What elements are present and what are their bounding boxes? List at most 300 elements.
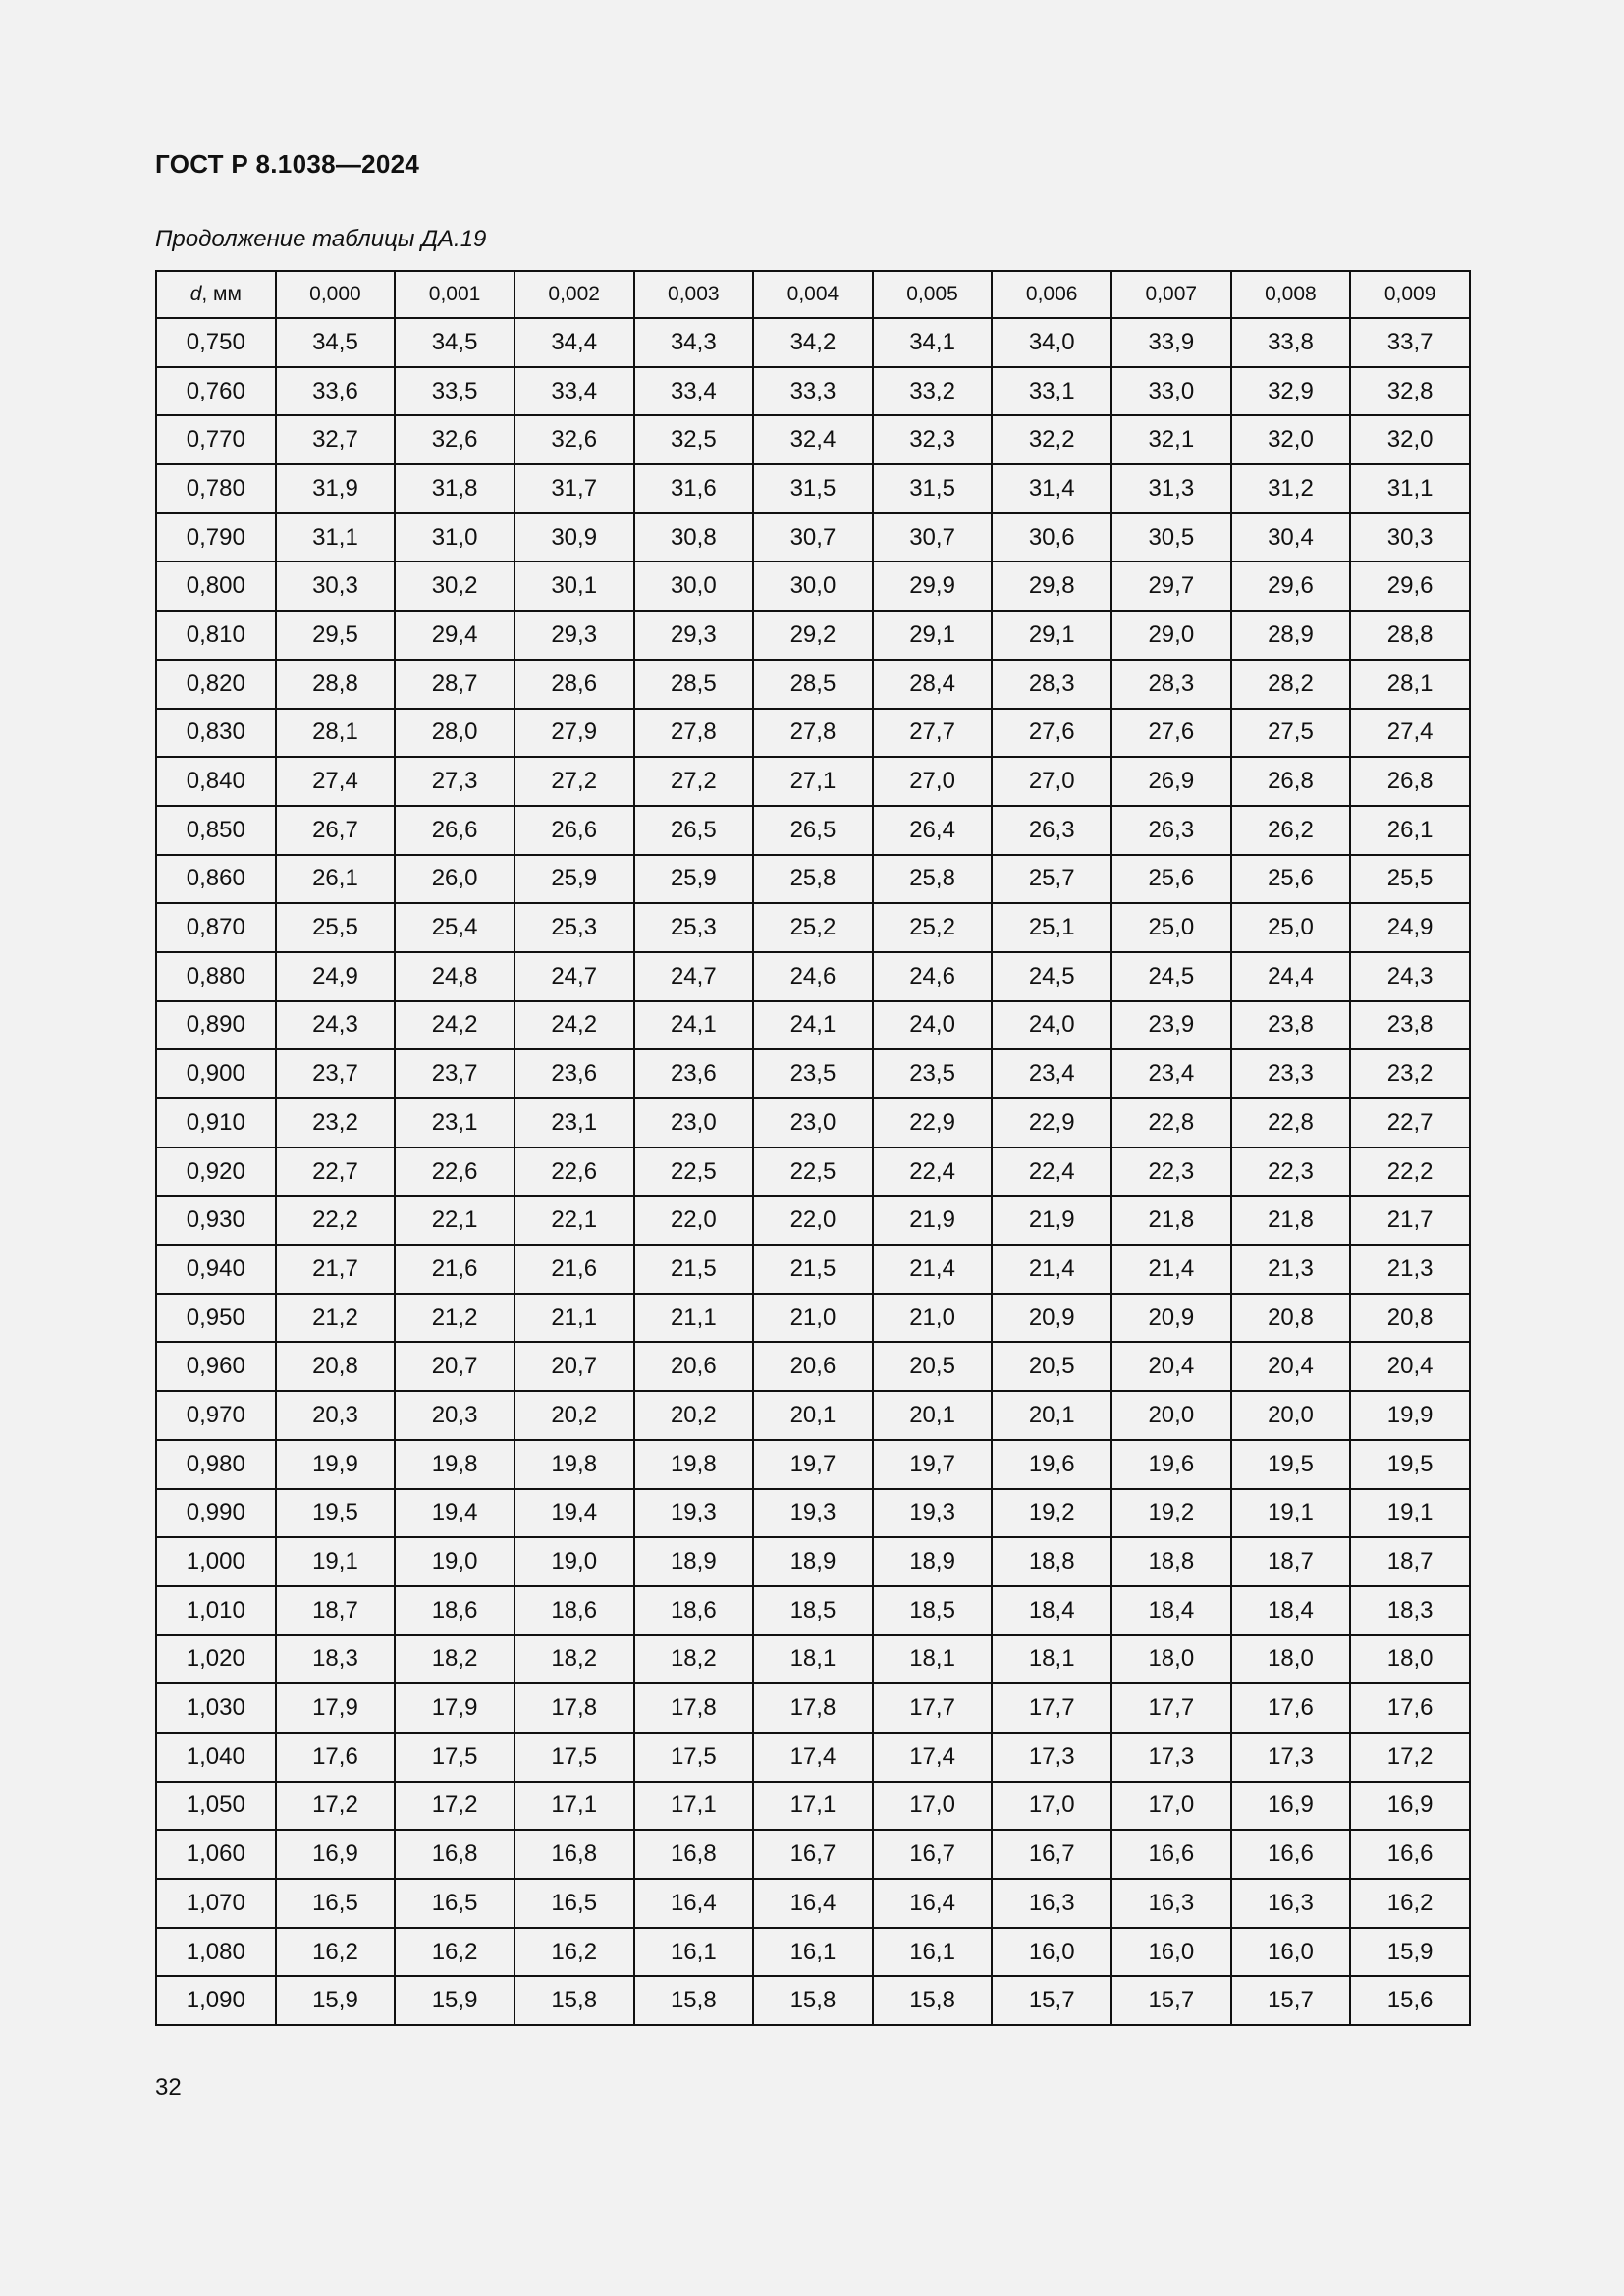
table-cell: 28,6 bbox=[514, 660, 634, 709]
table-cell: 27,6 bbox=[1111, 709, 1231, 758]
table-cell: 28,8 bbox=[276, 660, 396, 709]
table-cell: 29,0 bbox=[1111, 611, 1231, 660]
table-row bbox=[156, 1733, 1470, 1782]
table-cell: 20,9 bbox=[992, 1294, 1111, 1343]
table-row bbox=[156, 1683, 1470, 1733]
table-cell: 31,5 bbox=[873, 464, 993, 513]
table-cell: 19,8 bbox=[634, 1440, 754, 1489]
table-cell: 26,6 bbox=[395, 806, 514, 855]
table-cell: 17,1 bbox=[514, 1782, 634, 1831]
table-row bbox=[156, 1245, 1470, 1294]
table-row bbox=[156, 757, 1470, 806]
row-label-cell: 1,070 bbox=[156, 1879, 276, 1928]
table-cell: 18,3 bbox=[276, 1635, 396, 1684]
table-cell: 21,4 bbox=[873, 1245, 993, 1294]
table-cell: 25,3 bbox=[634, 903, 754, 952]
table-cell: 25,8 bbox=[753, 855, 873, 904]
table-cell: 18,0 bbox=[1231, 1635, 1351, 1684]
table-cell: 16,7 bbox=[873, 1830, 993, 1879]
table-cell: 25,0 bbox=[1111, 903, 1231, 952]
table-cell: 24,9 bbox=[1350, 903, 1470, 952]
table-cell: 27,8 bbox=[753, 709, 873, 758]
table-cell: 27,7 bbox=[873, 709, 993, 758]
table-cell: 18,6 bbox=[514, 1586, 634, 1635]
table-cell: 19,1 bbox=[1350, 1489, 1470, 1538]
table-cell: 16,8 bbox=[514, 1830, 634, 1879]
table-cell: 22,8 bbox=[1231, 1098, 1351, 1148]
table-cell: 33,3 bbox=[753, 367, 873, 416]
table-cell: 26,9 bbox=[1111, 757, 1231, 806]
table-cell: 19,8 bbox=[514, 1440, 634, 1489]
table-cell: 25,9 bbox=[634, 855, 754, 904]
table-cell: 25,7 bbox=[992, 855, 1111, 904]
table-cell: 33,7 bbox=[1350, 318, 1470, 367]
table-cell: 16,6 bbox=[1231, 1830, 1351, 1879]
table-cell: 19,3 bbox=[634, 1489, 754, 1538]
table-body bbox=[156, 318, 1470, 2025]
row-label-cell: 0,930 bbox=[156, 1196, 276, 1245]
table-cell: 33,0 bbox=[1111, 367, 1231, 416]
table-cell: 19,9 bbox=[276, 1440, 396, 1489]
table-cell: 27,0 bbox=[992, 757, 1111, 806]
table-cell: 21,5 bbox=[753, 1245, 873, 1294]
table-header-row bbox=[156, 271, 1470, 318]
table-cell: 20,7 bbox=[514, 1342, 634, 1391]
row-label-cell: 0,870 bbox=[156, 903, 276, 952]
table-row bbox=[156, 1098, 1470, 1148]
table-cell: 15,7 bbox=[1231, 1976, 1351, 2025]
table-cell: 22,0 bbox=[753, 1196, 873, 1245]
table-cell: 17,4 bbox=[873, 1733, 993, 1782]
table-cell: 30,4 bbox=[1231, 513, 1351, 562]
table-cell: 21,2 bbox=[276, 1294, 396, 1343]
table-cell: 18,5 bbox=[873, 1586, 993, 1635]
table-cell: 15,9 bbox=[395, 1976, 514, 2025]
data-table bbox=[155, 270, 1471, 2026]
table-cell: 15,8 bbox=[514, 1976, 634, 2025]
table-cell: 32,8 bbox=[1350, 367, 1470, 416]
table-cell: 22,6 bbox=[395, 1148, 514, 1197]
table-cell: 15,8 bbox=[873, 1976, 993, 2025]
table-cell: 21,7 bbox=[1350, 1196, 1470, 1245]
doc-code: ГОСТ Р 8.1038—2024 bbox=[155, 149, 420, 179]
table-cell: 29,8 bbox=[992, 561, 1111, 611]
table-row bbox=[156, 561, 1470, 611]
table-cell: 32,4 bbox=[753, 415, 873, 464]
table-cell: 21,8 bbox=[1231, 1196, 1351, 1245]
table-cell: 34,0 bbox=[992, 318, 1111, 367]
table-cell: 33,4 bbox=[514, 367, 634, 416]
table-cell: 18,4 bbox=[1111, 1586, 1231, 1635]
header-cell: 0,002 bbox=[514, 271, 634, 318]
table-cell: 33,5 bbox=[395, 367, 514, 416]
table-row bbox=[156, 1049, 1470, 1098]
row-label-cell: 1,000 bbox=[156, 1537, 276, 1586]
table-cell: 25,2 bbox=[873, 903, 993, 952]
table-cell: 18,9 bbox=[873, 1537, 993, 1586]
table-cell: 16,5 bbox=[514, 1879, 634, 1928]
row-label-cell: 0,760 bbox=[156, 367, 276, 416]
table-cell: 19,9 bbox=[1350, 1391, 1470, 1440]
table-cell: 26,3 bbox=[992, 806, 1111, 855]
table-cell: 26,2 bbox=[1231, 806, 1351, 855]
table-cell: 25,8 bbox=[873, 855, 993, 904]
table-cell: 19,6 bbox=[992, 1440, 1111, 1489]
table-cell: 30,0 bbox=[753, 561, 873, 611]
table-cell: 22,0 bbox=[634, 1196, 754, 1245]
row-label-cell: 1,050 bbox=[156, 1782, 276, 1831]
table-cell: 29,1 bbox=[873, 611, 993, 660]
table-cell: 24,6 bbox=[873, 952, 993, 1001]
row-label-cell: 0,840 bbox=[156, 757, 276, 806]
table-cell: 31,8 bbox=[395, 464, 514, 513]
table-cell: 31,3 bbox=[1111, 464, 1231, 513]
table-cell: 33,4 bbox=[634, 367, 754, 416]
table-cell: 18,6 bbox=[634, 1586, 754, 1635]
table-cell: 26,7 bbox=[276, 806, 396, 855]
table-cell: 31,4 bbox=[992, 464, 1111, 513]
row-label-cell: 1,080 bbox=[156, 1928, 276, 1977]
table-cell: 28,3 bbox=[992, 660, 1111, 709]
table-cell: 16,1 bbox=[634, 1928, 754, 1977]
table-cell: 24,1 bbox=[634, 1001, 754, 1050]
table-cell: 23,7 bbox=[395, 1049, 514, 1098]
table-cell: 22,9 bbox=[992, 1098, 1111, 1148]
table-cell: 17,7 bbox=[873, 1683, 993, 1733]
table-row bbox=[156, 709, 1470, 758]
table-cell: 30,3 bbox=[1350, 513, 1470, 562]
table-cell: 26,8 bbox=[1231, 757, 1351, 806]
table-row bbox=[156, 318, 1470, 367]
table-cell: 25,3 bbox=[514, 903, 634, 952]
table-cell: 16,6 bbox=[1111, 1830, 1231, 1879]
table-cell: 26,1 bbox=[1350, 806, 1470, 855]
table-cell: 23,1 bbox=[514, 1098, 634, 1148]
table-cell: 20,8 bbox=[276, 1342, 396, 1391]
row-label-cell: 0,830 bbox=[156, 709, 276, 758]
header-cell: 0,009 bbox=[1350, 271, 1470, 318]
row-label-cell: 0,780 bbox=[156, 464, 276, 513]
table-cell: 27,2 bbox=[634, 757, 754, 806]
table-row bbox=[156, 415, 1470, 464]
table-cell: 31,0 bbox=[395, 513, 514, 562]
table-cell: 17,3 bbox=[992, 1733, 1111, 1782]
table-cell: 24,0 bbox=[873, 1001, 993, 1050]
table-cell: 33,8 bbox=[1231, 318, 1351, 367]
table-cell: 19,5 bbox=[1350, 1440, 1470, 1489]
table-cell: 28,9 bbox=[1231, 611, 1351, 660]
table-cell: 27,2 bbox=[514, 757, 634, 806]
table-row bbox=[156, 1586, 1470, 1635]
table-cell: 23,2 bbox=[1350, 1049, 1470, 1098]
row-label-cell: 0,950 bbox=[156, 1294, 276, 1343]
row-label-cell: 1,020 bbox=[156, 1635, 276, 1684]
table-row bbox=[156, 1635, 1470, 1684]
table-cell: 20,0 bbox=[1231, 1391, 1351, 1440]
table-cell: 24,5 bbox=[1111, 952, 1231, 1001]
table-cell: 17,8 bbox=[753, 1683, 873, 1733]
table-cell: 20,3 bbox=[276, 1391, 396, 1440]
table-cell: 27,3 bbox=[395, 757, 514, 806]
table-cell: 20,3 bbox=[395, 1391, 514, 1440]
table-cell: 31,2 bbox=[1231, 464, 1351, 513]
row-label-cell: 0,910 bbox=[156, 1098, 276, 1148]
table-cell: 30,6 bbox=[992, 513, 1111, 562]
table-cell: 16,6 bbox=[1350, 1830, 1470, 1879]
table-cell: 21,7 bbox=[276, 1245, 396, 1294]
table-cell: 28,0 bbox=[395, 709, 514, 758]
table-cell: 18,6 bbox=[395, 1586, 514, 1635]
table-cell: 16,4 bbox=[873, 1879, 993, 1928]
table-cell: 17,7 bbox=[992, 1683, 1111, 1733]
page-number: 32 bbox=[155, 2074, 182, 2101]
row-label-cell: 0,750 bbox=[156, 318, 276, 367]
row-label-cell: 0,940 bbox=[156, 1245, 276, 1294]
header-cell-d bbox=[156, 271, 276, 318]
table-cell: 17,1 bbox=[634, 1782, 754, 1831]
table-cell: 19,8 bbox=[395, 1440, 514, 1489]
table-cell: 23,9 bbox=[1111, 1001, 1231, 1050]
table-cell: 29,2 bbox=[753, 611, 873, 660]
table-cell: 21,6 bbox=[514, 1245, 634, 1294]
table-cell: 27,9 bbox=[514, 709, 634, 758]
table-cell: 24,7 bbox=[514, 952, 634, 1001]
table-cell: 30,0 bbox=[634, 561, 754, 611]
table-cell: 17,5 bbox=[395, 1733, 514, 1782]
table-cell: 22,3 bbox=[1231, 1148, 1351, 1197]
table-cell: 19,4 bbox=[514, 1489, 634, 1538]
table-cell: 24,2 bbox=[395, 1001, 514, 1050]
table-cell: 24,9 bbox=[276, 952, 396, 1001]
table-cell: 29,9 bbox=[873, 561, 993, 611]
table-cell: 33,6 bbox=[276, 367, 396, 416]
table-cell: 16,4 bbox=[753, 1879, 873, 1928]
table-cell: 22,6 bbox=[514, 1148, 634, 1197]
table-cell: 16,1 bbox=[873, 1928, 993, 1977]
table-cell: 17,6 bbox=[276, 1733, 396, 1782]
table-row bbox=[156, 513, 1470, 562]
table-cell: 18,3 bbox=[1350, 1586, 1470, 1635]
row-label-cell: 0,790 bbox=[156, 513, 276, 562]
table-cell: 21,1 bbox=[514, 1294, 634, 1343]
table-cell: 23,3 bbox=[1231, 1049, 1351, 1098]
table-cell: 26,6 bbox=[514, 806, 634, 855]
row-label-cell: 1,090 bbox=[156, 1976, 276, 2025]
table-cell: 24,1 bbox=[753, 1001, 873, 1050]
table-row bbox=[156, 1196, 1470, 1245]
table-cell: 18,0 bbox=[1350, 1635, 1470, 1684]
table-cell: 24,3 bbox=[276, 1001, 396, 1050]
table-row bbox=[156, 1001, 1470, 1050]
table-cell: 19,0 bbox=[514, 1537, 634, 1586]
table-cell: 31,1 bbox=[276, 513, 396, 562]
table-cell: 16,2 bbox=[276, 1928, 396, 1977]
header-cell: 0,007 bbox=[1111, 271, 1231, 318]
table-cell: 25,5 bbox=[276, 903, 396, 952]
row-label-cell: 0,800 bbox=[156, 561, 276, 611]
table-cell: 24,7 bbox=[634, 952, 754, 1001]
table-cell: 17,2 bbox=[395, 1782, 514, 1831]
table-cell: 27,4 bbox=[1350, 709, 1470, 758]
table-cell: 26,1 bbox=[276, 855, 396, 904]
table-cell: 28,7 bbox=[395, 660, 514, 709]
table-cell: 18,8 bbox=[1111, 1537, 1231, 1586]
table-cell: 32,7 bbox=[276, 415, 396, 464]
table-cell: 30,7 bbox=[753, 513, 873, 562]
row-label-cell: 0,900 bbox=[156, 1049, 276, 1098]
table-cell: 16,0 bbox=[1231, 1928, 1351, 1977]
table-row bbox=[156, 903, 1470, 952]
table-cell: 25,9 bbox=[514, 855, 634, 904]
header-cell: 0,000 bbox=[276, 271, 396, 318]
row-label-cell: 0,990 bbox=[156, 1489, 276, 1538]
table-cell: 23,5 bbox=[753, 1049, 873, 1098]
table-cell: 21,4 bbox=[1111, 1245, 1231, 1294]
table-cell: 21,3 bbox=[1350, 1245, 1470, 1294]
table-cell: 27,4 bbox=[276, 757, 396, 806]
header-var: d bbox=[189, 283, 202, 305]
table-cell: 34,2 bbox=[753, 318, 873, 367]
table-cell: 24,8 bbox=[395, 952, 514, 1001]
row-label-cell: 0,960 bbox=[156, 1342, 276, 1391]
table-cell: 27,6 bbox=[992, 709, 1111, 758]
table-cell: 20,2 bbox=[514, 1391, 634, 1440]
header-cell: 0,006 bbox=[992, 271, 1111, 318]
table-cell: 30,5 bbox=[1111, 513, 1231, 562]
table-row bbox=[156, 1440, 1470, 1489]
table-cell: 17,3 bbox=[1111, 1733, 1231, 1782]
table-cell: 19,7 bbox=[873, 1440, 993, 1489]
table-cell: 27,8 bbox=[634, 709, 754, 758]
table-cell: 19,5 bbox=[276, 1489, 396, 1538]
table-cell: 17,6 bbox=[1231, 1683, 1351, 1733]
table-cell: 18,7 bbox=[1350, 1537, 1470, 1586]
row-label-cell: 0,920 bbox=[156, 1148, 276, 1197]
table-cell: 30,7 bbox=[873, 513, 993, 562]
table-cell: 33,1 bbox=[992, 367, 1111, 416]
table-cell: 19,0 bbox=[395, 1537, 514, 1586]
table-cell: 16,8 bbox=[634, 1830, 754, 1879]
table-cell: 22,1 bbox=[514, 1196, 634, 1245]
table-cell: 16,1 bbox=[753, 1928, 873, 1977]
table-cell: 20,8 bbox=[1350, 1294, 1470, 1343]
table-cell: 18,4 bbox=[992, 1586, 1111, 1635]
table-cell: 17,2 bbox=[276, 1782, 396, 1831]
table-cell: 18,2 bbox=[634, 1635, 754, 1684]
table-row bbox=[156, 1928, 1470, 1977]
table-cell: 26,8 bbox=[1350, 757, 1470, 806]
row-label-cell: 0,850 bbox=[156, 806, 276, 855]
table-cell: 22,9 bbox=[873, 1098, 993, 1148]
table-cell: 21,2 bbox=[395, 1294, 514, 1343]
row-label-cell: 1,010 bbox=[156, 1586, 276, 1635]
row-label-cell: 0,820 bbox=[156, 660, 276, 709]
table-cell: 33,2 bbox=[873, 367, 993, 416]
table-cell: 19,3 bbox=[753, 1489, 873, 1538]
table-cell: 20,7 bbox=[395, 1342, 514, 1391]
row-label-cell: 0,970 bbox=[156, 1391, 276, 1440]
table-cell: 19,3 bbox=[873, 1489, 993, 1538]
table-cell: 16,8 bbox=[395, 1830, 514, 1879]
table-cell: 23,2 bbox=[276, 1098, 396, 1148]
table-cell: 17,5 bbox=[514, 1733, 634, 1782]
table-cell: 17,2 bbox=[1350, 1733, 1470, 1782]
table-cell: 24,3 bbox=[1350, 952, 1470, 1001]
table-cell: 21,5 bbox=[634, 1245, 754, 1294]
header-cell: 0,003 bbox=[634, 271, 754, 318]
table-cell: 28,5 bbox=[634, 660, 754, 709]
table-cell: 17,6 bbox=[1350, 1683, 1470, 1733]
table-cell: 20,8 bbox=[1231, 1294, 1351, 1343]
table-row bbox=[156, 611, 1470, 660]
table-cell: 17,4 bbox=[753, 1733, 873, 1782]
table-cell: 29,5 bbox=[276, 611, 396, 660]
row-label-cell: 0,880 bbox=[156, 952, 276, 1001]
table-row bbox=[156, 1391, 1470, 1440]
table-cell: 16,9 bbox=[1350, 1782, 1470, 1831]
table-cell: 18,5 bbox=[753, 1586, 873, 1635]
table-cell: 25,6 bbox=[1231, 855, 1351, 904]
table-cell: 23,8 bbox=[1350, 1001, 1470, 1050]
table-cell: 15,7 bbox=[1111, 1976, 1231, 2025]
header-cell: 0,004 bbox=[753, 271, 873, 318]
table-cell: 18,1 bbox=[873, 1635, 993, 1684]
table-cell: 18,1 bbox=[753, 1635, 873, 1684]
table-cell: 16,0 bbox=[992, 1928, 1111, 1977]
table-cell: 16,2 bbox=[395, 1928, 514, 1977]
table-cell: 30,8 bbox=[634, 513, 754, 562]
table-row bbox=[156, 1342, 1470, 1391]
table-cell: 20,4 bbox=[1231, 1342, 1351, 1391]
table-cell: 21,8 bbox=[1111, 1196, 1231, 1245]
table-cell: 24,0 bbox=[992, 1001, 1111, 1050]
table-cell: 20,6 bbox=[753, 1342, 873, 1391]
table-row bbox=[156, 660, 1470, 709]
table-cell: 18,2 bbox=[514, 1635, 634, 1684]
table-cell: 29,3 bbox=[634, 611, 754, 660]
table-cell: 19,1 bbox=[276, 1537, 396, 1586]
table-cell: 16,7 bbox=[753, 1830, 873, 1879]
table-cell: 20,6 bbox=[634, 1342, 754, 1391]
table-cell: 22,2 bbox=[1350, 1148, 1470, 1197]
row-label-cell: 1,030 bbox=[156, 1683, 276, 1733]
table-cell: 25,4 bbox=[395, 903, 514, 952]
table-row bbox=[156, 1537, 1470, 1586]
table-row bbox=[156, 1976, 1470, 2025]
table-cell: 29,3 bbox=[514, 611, 634, 660]
table-cell: 24,4 bbox=[1231, 952, 1351, 1001]
table-cell: 32,5 bbox=[634, 415, 754, 464]
table-cell: 15,8 bbox=[634, 1976, 754, 2025]
table-cell: 29,4 bbox=[395, 611, 514, 660]
table-cell: 16,0 bbox=[1111, 1928, 1231, 1977]
table-cell: 29,7 bbox=[1111, 561, 1231, 611]
table-cell: 19,6 bbox=[1111, 1440, 1231, 1489]
table-cell: 24,5 bbox=[992, 952, 1111, 1001]
table-cell: 32,1 bbox=[1111, 415, 1231, 464]
table-cell: 22,7 bbox=[276, 1148, 396, 1197]
table-cell: 23,4 bbox=[992, 1049, 1111, 1098]
table-cell: 32,0 bbox=[1350, 415, 1470, 464]
table-cell: 16,4 bbox=[634, 1879, 754, 1928]
table-cell: 24,2 bbox=[514, 1001, 634, 1050]
table-cell: 20,2 bbox=[634, 1391, 754, 1440]
table-cell: 28,5 bbox=[753, 660, 873, 709]
header-unit: , мм bbox=[201, 283, 242, 305]
row-label-cell: 0,890 bbox=[156, 1001, 276, 1050]
table-row bbox=[156, 806, 1470, 855]
table-cell: 16,3 bbox=[992, 1879, 1111, 1928]
